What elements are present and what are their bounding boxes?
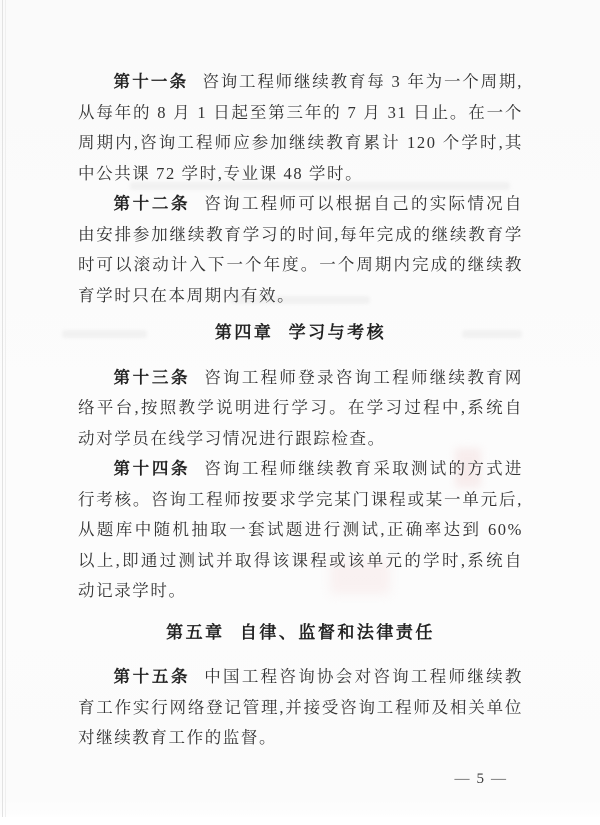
page-number-left-dash: — [454,770,470,787]
scan-bottom-edge [0,817,600,825]
article-15 [78,662,523,754]
chapter-4-number: 第四章 [214,323,274,342]
chapter-heading-5 [78,618,523,649]
article-12 [78,189,523,311]
article-12-text: 咨询工程师可以根据自己的实际情况自由安排参加继续教育学习的时间,每年完成的继续教育学时可以滚动计入下一个年度。一个周期内完成的继续教育学时只在本周期内有效。 [78,194,523,305]
page-number: 5 [476,770,484,787]
chapter-5-number: 第五章 [166,622,225,642]
chapter-4-title: 学习与考核 [288,323,387,342]
article-14-text: 咨询工程师继续教育采取测试的方式进行考核。咨询工程师按要求学完某门课程或某一单元后,从题库中随机抽取一套试题进行测试,正确率达到 60% 以上,即通过测试并取得该课程或该单元的学时,系统自动记录学时。 [78,459,523,600]
article-13 [78,363,523,455]
article-15-text: 中国工程咨询协会对咨询工程师继续教育工作实行网络登记管理,并接受咨询工程师及相关单位对继续教育工作的监督。 [78,667,523,747]
article-12-number: 第十二条 [113,195,191,213]
article-14-number: 第十四条 [113,460,191,478]
article-14 [78,454,523,607]
article-13-text: 咨询工程师登录咨询工程师继续教育网络平台,按照教学说明进行学习。在学习过程中,系统自动对学员在线学习情况进行跟踪检查。 [78,367,523,448]
article-11 [78,67,523,189]
article-13-number: 第十三条 [113,368,191,387]
article-11-number: 第十一条 [113,73,189,91]
chapter-heading-4 [78,318,523,349]
page-footer [78,764,523,795]
article-15-number: 第十五条 [113,668,191,686]
article-11-text: 咨询工程师继续教育每 3 年为一个周期,从每年的 8 月 1 日起至第三年的 7 月 31 日止。在一个周期内,咨询工程师应参加继续教育累计 120 个学时,其中公共课 72 学时,专业课 48 学时。 [78,72,524,183]
chapter-5-title: 自律、监督和法律责任 [239,622,435,642]
scan-edge-line [2,0,3,818]
page-number-right-dash: — [491,770,506,787]
scan-edge-line [5,0,6,818]
document-body [78,67,523,794]
